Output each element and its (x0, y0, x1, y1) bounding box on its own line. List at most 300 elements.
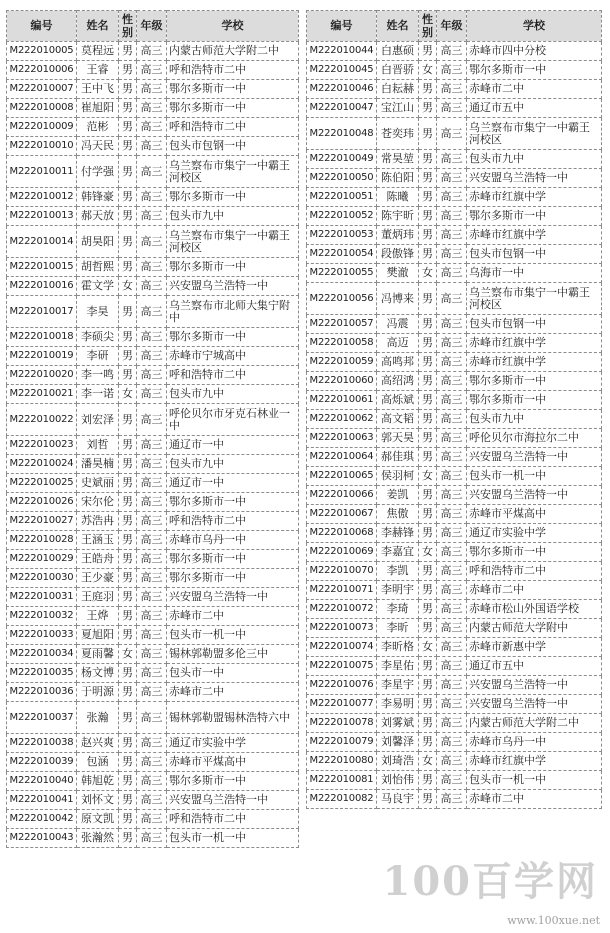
cell-school: 包头市一机一中 (467, 771, 602, 790)
cell-name: 苏浩冉 (77, 512, 119, 531)
cell-grade: 高三 (137, 277, 167, 296)
table-row (7, 258, 299, 277)
table-row (7, 531, 299, 550)
cell-id: M222010019 (7, 347, 77, 366)
cell-id: M222010027 (7, 512, 77, 531)
cell-grade: 高三 (437, 80, 467, 99)
cell-gender: 男 (119, 404, 137, 436)
table-row (307, 790, 602, 809)
cell-id: M222010032 (7, 607, 77, 626)
cell-school: 鄂尔多斯市一中 (467, 207, 602, 226)
cell-gender: 男 (119, 258, 137, 277)
cell-name: 刘琦浩 (377, 752, 419, 771)
cell-gender: 男 (419, 676, 437, 695)
cell-id: M222010008 (7, 99, 77, 118)
cell-id: M222010082 (307, 790, 377, 809)
cell-gender: 男 (419, 207, 437, 226)
cell-name: 侯羽柯 (377, 467, 419, 486)
table-row (307, 657, 602, 676)
left-roster-table (6, 10, 299, 848)
cell-grade: 高三 (137, 791, 167, 810)
cell-gender: 男 (419, 188, 437, 207)
cell-id: M222010072 (307, 600, 377, 619)
cell-name: 刘哲 (77, 436, 119, 455)
cell-name: 郝佳琪 (377, 448, 419, 467)
cell-school: 呼伦贝尔市海拉尔二中 (467, 429, 602, 448)
cell-gender: 男 (119, 474, 137, 493)
cell-grade: 高三 (437, 638, 467, 657)
cell-name: 陈宇昕 (377, 207, 419, 226)
table-row (307, 505, 602, 524)
cell-id: M222010073 (307, 619, 377, 638)
cell-grade: 高三 (437, 524, 467, 543)
cell-gender: 男 (419, 714, 437, 733)
cell-gender: 女 (419, 467, 437, 486)
table-row (7, 137, 299, 156)
table-row (7, 80, 299, 99)
cell-name: 李研 (77, 347, 119, 366)
cell-id: M222010076 (307, 676, 377, 695)
cell-id: M222010025 (7, 474, 77, 493)
table-row (307, 353, 602, 372)
cell-name: 高烁斌 (377, 391, 419, 410)
cell-gender: 男 (419, 245, 437, 264)
cell-grade: 高三 (137, 626, 167, 645)
cell-grade: 高三 (137, 80, 167, 99)
table-row (307, 334, 602, 353)
table-row (7, 366, 299, 385)
cell-gender: 男 (419, 562, 437, 581)
cell-name: 李硕尖 (77, 328, 119, 347)
cell-gender: 男 (419, 169, 437, 188)
cell-gender: 男 (119, 42, 137, 61)
cell-school: 乌兰察布市北师大集宁附中 (167, 296, 299, 328)
table-row (307, 486, 602, 505)
cell-id: M222010048 (307, 118, 377, 150)
table-row (7, 626, 299, 645)
cell-name: 苍奕玮 (377, 118, 419, 150)
table-row (307, 467, 602, 486)
cell-school: 鄂尔多斯市一中 (467, 543, 602, 562)
cell-school: 包头市九中 (167, 385, 299, 404)
cell-gender: 男 (119, 753, 137, 772)
cell-id: M222010010 (7, 137, 77, 156)
cell-gender: 男 (119, 99, 137, 118)
cell-gender: 男 (419, 226, 437, 245)
header-name: 姓名 (77, 11, 119, 42)
cell-gender: 男 (119, 607, 137, 626)
cell-name: 高绍鸿 (377, 372, 419, 391)
cell-school: 包头市一机一中 (467, 467, 602, 486)
cell-name: 段傲锋 (377, 245, 419, 264)
cell-school: 赤峰市乌丹一中 (167, 531, 299, 550)
cell-id: M222010043 (7, 829, 77, 848)
cell-name: 韩锋豪 (77, 188, 119, 207)
table-row (7, 404, 299, 436)
cell-name: 李星佑 (377, 657, 419, 676)
cell-gender: 男 (119, 734, 137, 753)
cell-grade: 高三 (137, 385, 167, 404)
cell-grade: 高三 (437, 543, 467, 562)
cell-id: M222010078 (307, 714, 377, 733)
cell-name: 王少豪 (77, 569, 119, 588)
cell-name: 杨文博 (77, 664, 119, 683)
cell-gender: 男 (419, 657, 437, 676)
cell-name: 张瀚 (77, 702, 119, 734)
cell-school: 赤峰市红旗中学 (467, 188, 602, 207)
cell-gender: 男 (419, 486, 437, 505)
cell-gender: 男 (119, 569, 137, 588)
cell-name: 冯震 (377, 315, 419, 334)
cell-school: 赤峰市红旗中学 (467, 334, 602, 353)
cell-name: 霍文学 (77, 277, 119, 296)
cell-gender: 男 (119, 137, 137, 156)
table-row (7, 493, 299, 512)
cell-grade: 高三 (137, 258, 167, 277)
cell-id: M222010030 (7, 569, 77, 588)
cell-grade: 高三 (437, 245, 467, 264)
cell-school: 赤峰市二中 (167, 683, 299, 702)
table-row (307, 207, 602, 226)
header-school: 学校 (167, 11, 299, 42)
cell-gender: 女 (419, 61, 437, 80)
cell-grade: 高三 (437, 790, 467, 809)
table-row (7, 207, 299, 226)
cell-gender: 男 (119, 829, 137, 848)
cell-grade: 高三 (437, 429, 467, 448)
cell-school: 内蒙古师范大学附二中 (167, 42, 299, 61)
cell-school: 兴安盟乌兰浩特一中 (467, 695, 602, 714)
cell-school: 鄂尔多斯市一中 (167, 258, 299, 277)
cell-id: M222010060 (307, 372, 377, 391)
table-row (7, 385, 299, 404)
cell-grade: 高三 (137, 207, 167, 226)
cell-name: 包涵 (77, 753, 119, 772)
cell-gender: 男 (119, 791, 137, 810)
cell-grade: 高三 (437, 733, 467, 752)
cell-gender: 男 (119, 588, 137, 607)
cell-gender: 男 (119, 61, 137, 80)
cell-school: 鄂尔多斯市一中 (467, 61, 602, 80)
cell-id: M222010067 (307, 505, 377, 524)
cell-name: 郭天昊 (377, 429, 419, 448)
cell-school: 锡林郭勒盟多伦三中 (167, 645, 299, 664)
table-row (307, 695, 602, 714)
cell-gender: 男 (419, 372, 437, 391)
cell-school: 赤峰市新惠中学 (467, 638, 602, 657)
cell-school: 赤峰市二中 (467, 80, 602, 99)
cell-grade: 高三 (437, 118, 467, 150)
cell-grade: 高三 (437, 391, 467, 410)
cell-school: 赤峰市四中分校 (467, 42, 602, 61)
cell-id: M222010034 (7, 645, 77, 664)
cell-name: 高文韬 (377, 410, 419, 429)
cell-id: M222010018 (7, 328, 77, 347)
cell-school: 鄂尔多斯市一中 (167, 328, 299, 347)
cell-name: 冯博来 (377, 283, 419, 315)
cell-gender: 男 (119, 118, 137, 137)
cell-grade: 高三 (137, 188, 167, 207)
cell-gender: 男 (119, 207, 137, 226)
cell-school: 包头市九中 (467, 410, 602, 429)
cell-school: 兴安盟乌兰浩特一中 (467, 486, 602, 505)
cell-id: M222010035 (7, 664, 77, 683)
cell-gender: 男 (419, 619, 437, 638)
cell-id: M222010080 (307, 752, 377, 771)
cell-gender: 男 (419, 790, 437, 809)
cell-name: 李昊 (77, 296, 119, 328)
cell-grade: 高三 (137, 328, 167, 347)
cell-school: 赤峰市乌丹一中 (467, 733, 602, 752)
table-row (307, 169, 602, 188)
cell-school: 赤峰市宁城高中 (167, 347, 299, 366)
cell-school: 鄂尔多斯市一中 (167, 550, 299, 569)
cell-school: 赤峰市平煤高中 (467, 505, 602, 524)
cell-name: 马良宇 (377, 790, 419, 809)
cell-id: M222010077 (307, 695, 377, 714)
cell-name: 刘怀文 (77, 791, 119, 810)
table-row (307, 562, 602, 581)
cell-gender: 男 (119, 531, 137, 550)
cell-school: 包头市九中 (467, 150, 602, 169)
cell-id: M222010052 (307, 207, 377, 226)
table-row (307, 80, 602, 99)
cell-name: 莫程远 (77, 42, 119, 61)
cell-grade: 高三 (137, 569, 167, 588)
cell-school: 包头市包钢一中 (467, 315, 602, 334)
cell-id: M222010041 (7, 791, 77, 810)
table-row (307, 619, 602, 638)
table-row (7, 683, 299, 702)
cell-gender: 男 (419, 391, 437, 410)
cell-name: 李琦 (377, 600, 419, 619)
cell-grade: 高三 (137, 810, 167, 829)
header-grade: 年级 (437, 11, 467, 42)
table-row (7, 277, 299, 296)
cell-school: 乌兰察布市集宁一中霸王河校区 (167, 226, 299, 258)
table-row (7, 61, 299, 80)
header-row (7, 11, 299, 42)
table-row (7, 42, 299, 61)
cell-school: 赤峰市平煤高中 (167, 753, 299, 772)
cell-name: 高迈 (377, 334, 419, 353)
cell-school: 通辽市五中 (467, 99, 602, 118)
cell-id: M222010016 (7, 277, 77, 296)
cell-id: M222010044 (307, 42, 377, 61)
cell-name: 宋尔伦 (77, 493, 119, 512)
table-row (307, 226, 602, 245)
cell-id: M222010047 (307, 99, 377, 118)
table-row (7, 512, 299, 531)
cell-gender: 男 (119, 156, 137, 188)
cell-name: 陈伯阳 (377, 169, 419, 188)
cell-id: M222010053 (307, 226, 377, 245)
cell-name: 郝天放 (77, 207, 119, 226)
cell-school: 乌海市一中 (467, 264, 602, 283)
cell-school: 兴安盟乌兰浩特一中 (467, 448, 602, 467)
cell-school: 兴安盟乌兰浩特一中 (167, 791, 299, 810)
cell-grade: 高三 (437, 169, 467, 188)
cell-id: M222010015 (7, 258, 77, 277)
cell-grade: 高三 (437, 226, 467, 245)
cell-id: M222010026 (7, 493, 77, 512)
cell-id: M222010033 (7, 626, 77, 645)
table-row (7, 772, 299, 791)
table-row (7, 99, 299, 118)
cell-grade: 高三 (437, 486, 467, 505)
cell-name: 李易明 (377, 695, 419, 714)
cell-grade: 高三 (137, 588, 167, 607)
cell-school: 通辽市一中 (167, 474, 299, 493)
cell-grade: 高三 (437, 771, 467, 790)
cell-name: 王中飞 (77, 80, 119, 99)
table-row (7, 474, 299, 493)
cell-school: 鄂尔多斯市一中 (167, 772, 299, 791)
table-row (307, 391, 602, 410)
cell-school: 通辽市实验中学 (167, 734, 299, 753)
cell-id: M222010065 (307, 467, 377, 486)
cell-gender: 女 (419, 752, 437, 771)
cell-gender: 男 (119, 366, 137, 385)
cell-gender: 男 (419, 150, 437, 169)
table-row (307, 283, 602, 315)
cell-school: 鄂尔多斯市一中 (167, 80, 299, 99)
cell-school: 鄂尔多斯市一中 (167, 188, 299, 207)
cell-name: 李一鸣 (77, 366, 119, 385)
header-school: 学校 (467, 11, 602, 42)
cell-school: 赤峰市二中 (167, 607, 299, 626)
table-row (7, 569, 299, 588)
table-row (7, 753, 299, 772)
cell-grade: 高三 (437, 264, 467, 283)
cell-id: M222010014 (7, 226, 77, 258)
cell-school: 包头市一机一中 (167, 829, 299, 848)
cell-gender: 男 (119, 455, 137, 474)
cell-name: 李昕格 (377, 638, 419, 657)
cell-gender: 男 (119, 702, 137, 734)
cell-gender: 男 (119, 347, 137, 366)
cell-id: M222010009 (7, 118, 77, 137)
cell-gender: 男 (119, 80, 137, 99)
cell-id: M222010006 (7, 61, 77, 80)
cell-gender: 男 (419, 334, 437, 353)
watermark-logo: 100百学网 (382, 858, 598, 905)
cell-grade: 高三 (137, 474, 167, 493)
cell-gender: 女 (419, 543, 437, 562)
cell-id: M222010011 (7, 156, 77, 188)
header-grade: 年级 (137, 11, 167, 42)
table-row (307, 638, 602, 657)
cell-school: 锡林郭勒盟锡林浩特六中 (167, 702, 299, 734)
cell-name: 夏雨馨 (77, 645, 119, 664)
cell-school: 赤峰市二中 (467, 581, 602, 600)
cell-name: 王皓舟 (77, 550, 119, 569)
cell-id: M222010022 (7, 404, 77, 436)
cell-id: M222010045 (307, 61, 377, 80)
table-row (7, 296, 299, 328)
table-row (7, 791, 299, 810)
cell-grade: 高三 (137, 137, 167, 156)
cell-id: M222010055 (307, 264, 377, 283)
cell-name: 赵兴爽 (77, 734, 119, 753)
cell-id: M222010059 (307, 353, 377, 372)
cell-id: M222010079 (307, 733, 377, 752)
cell-grade: 高三 (437, 315, 467, 334)
right-roster-table (306, 10, 602, 809)
cell-grade: 高三 (437, 714, 467, 733)
cell-name: 原文凯 (77, 810, 119, 829)
cell-gender: 男 (419, 99, 437, 118)
cell-name: 潘昊楠 (77, 455, 119, 474)
header-row (307, 11, 602, 42)
cell-name: 李星宇 (377, 676, 419, 695)
cell-id: M222010058 (307, 334, 377, 353)
table-row (307, 429, 602, 448)
cell-grade: 高三 (437, 505, 467, 524)
cell-gender: 男 (419, 600, 437, 619)
table-row (307, 714, 602, 733)
cell-grade: 高三 (437, 410, 467, 429)
cell-gender: 男 (419, 733, 437, 752)
cell-gender: 男 (419, 524, 437, 543)
cell-gender: 男 (119, 188, 137, 207)
cell-grade: 高三 (137, 772, 167, 791)
cell-name: 王庭羽 (77, 588, 119, 607)
cell-grade: 高三 (137, 61, 167, 80)
cell-id: M222010069 (307, 543, 377, 562)
cell-gender: 男 (119, 436, 137, 455)
table-row (307, 372, 602, 391)
cell-school: 通辽市实验中学 (467, 524, 602, 543)
cell-gender: 女 (119, 277, 137, 296)
cell-name: 王涵玉 (77, 531, 119, 550)
cell-school: 鄂尔多斯市一中 (167, 569, 299, 588)
cell-school: 兴安盟乌兰浩特一中 (467, 676, 602, 695)
cell-name: 冯天民 (77, 137, 119, 156)
cell-grade: 高三 (437, 676, 467, 695)
table-row (307, 448, 602, 467)
table-row (307, 543, 602, 562)
cell-id: M222010057 (307, 315, 377, 334)
table-row (7, 436, 299, 455)
cell-name: 李明宇 (377, 581, 419, 600)
cell-id: M222010042 (7, 810, 77, 829)
cell-gender: 男 (419, 353, 437, 372)
cell-grade: 高三 (137, 702, 167, 734)
cell-id: M222010024 (7, 455, 77, 474)
cell-gender: 男 (419, 410, 437, 429)
table-row (307, 245, 602, 264)
cell-gender: 男 (419, 118, 437, 150)
cell-name: 崔旭阳 (77, 99, 119, 118)
cell-name: 王烨 (77, 607, 119, 626)
table-row (307, 676, 602, 695)
cell-grade: 高三 (437, 467, 467, 486)
cell-name: 董炳玮 (377, 226, 419, 245)
cell-id: M222010007 (7, 80, 77, 99)
cell-id: M222010028 (7, 531, 77, 550)
cell-grade: 高三 (437, 207, 467, 226)
table-row (307, 315, 602, 334)
cell-gender: 男 (119, 772, 137, 791)
cell-gender: 男 (419, 429, 437, 448)
header-gender: 性别 (119, 11, 137, 42)
cell-id: M222010075 (307, 657, 377, 676)
cell-id: M222010070 (307, 562, 377, 581)
cell-school: 包头市包钢一中 (167, 137, 299, 156)
cell-id: M222010056 (307, 283, 377, 315)
cell-gender: 男 (419, 695, 437, 714)
